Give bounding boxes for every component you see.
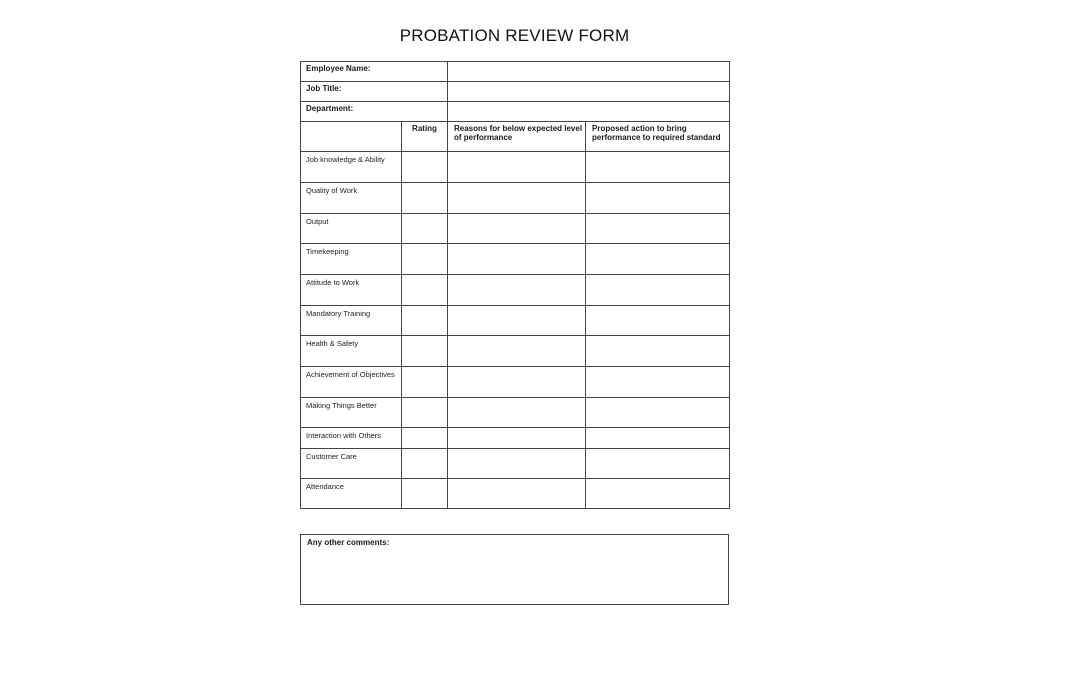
table-row xyxy=(301,152,730,183)
table-row xyxy=(301,275,730,306)
rating-cell[interactable] xyxy=(402,275,448,306)
rating-cell[interactable] xyxy=(402,244,448,275)
action-cell[interactable] xyxy=(586,428,730,449)
action-cell[interactable] xyxy=(586,244,730,275)
rating-cell[interactable] xyxy=(402,367,448,398)
action-cell[interactable] xyxy=(586,152,730,183)
table-row xyxy=(301,183,730,214)
job-title-field[interactable] xyxy=(448,82,730,102)
form-title: PROBATION REVIEW FORM xyxy=(399,26,630,45)
criterion-label: Job knowledge & Ability xyxy=(301,152,402,183)
rating-cell[interactable] xyxy=(402,428,448,449)
criterion-label: Customer Care xyxy=(301,449,402,479)
reasons-cell[interactable] xyxy=(448,183,586,214)
rating-cell[interactable] xyxy=(402,152,448,183)
criterion-label: Making Things Better xyxy=(301,398,402,428)
criterion-label: Health & Safety xyxy=(301,336,402,367)
criterion-label: Quality of Work xyxy=(301,183,402,214)
action-header: Proposed action to bring performance to required standard xyxy=(586,122,730,152)
rating-cell[interactable] xyxy=(402,449,448,479)
employee-name-row xyxy=(301,62,730,82)
rating-cell[interactable] xyxy=(402,336,448,367)
table-row xyxy=(301,428,730,449)
action-cell[interactable] xyxy=(586,183,730,214)
table-row xyxy=(301,306,730,336)
reasons-cell[interactable] xyxy=(448,428,586,449)
criteria-header xyxy=(301,122,402,152)
department-row xyxy=(301,102,730,122)
action-cell[interactable] xyxy=(586,398,730,428)
action-cell[interactable] xyxy=(586,449,730,479)
criterion-label: Attendance xyxy=(301,479,402,509)
table-row xyxy=(301,479,730,509)
reasons-cell[interactable] xyxy=(448,244,586,275)
reasons-cell[interactable] xyxy=(448,275,586,306)
table-row xyxy=(301,244,730,275)
action-cell[interactable] xyxy=(586,214,730,244)
rating-header: Rating xyxy=(402,122,448,152)
review-table xyxy=(300,61,730,509)
employee-name-field[interactable] xyxy=(448,62,730,82)
criterion-label: Achievement of Objectives xyxy=(301,367,402,398)
job-title-row xyxy=(301,82,730,102)
criterion-label: Output xyxy=(301,214,402,244)
rating-cell[interactable] xyxy=(402,479,448,509)
reasons-cell[interactable] xyxy=(448,214,586,244)
rating-cell[interactable] xyxy=(402,183,448,214)
header-row xyxy=(301,122,730,152)
department-label: Department: xyxy=(301,102,448,122)
action-cell[interactable] xyxy=(586,336,730,367)
reasons-cell[interactable] xyxy=(448,306,586,336)
reasons-cell[interactable] xyxy=(448,479,586,509)
comments-box[interactable] xyxy=(300,534,729,605)
reasons-cell[interactable] xyxy=(448,367,586,398)
reasons-cell[interactable] xyxy=(448,449,586,479)
action-cell[interactable] xyxy=(586,367,730,398)
employee-name-label: Employee Name: xyxy=(301,62,448,82)
table-row xyxy=(301,336,730,367)
rating-cell[interactable] xyxy=(402,214,448,244)
action-cell[interactable] xyxy=(586,306,730,336)
table-row xyxy=(301,367,730,398)
rating-cell[interactable] xyxy=(402,398,448,428)
reasons-cell[interactable] xyxy=(448,398,586,428)
reasons-header: Reasons for below expected level of performance xyxy=(448,122,586,152)
rating-cell[interactable] xyxy=(402,306,448,336)
reasons-cell[interactable] xyxy=(448,336,586,367)
table-row xyxy=(301,398,730,428)
department-field[interactable] xyxy=(448,102,730,122)
table-row xyxy=(301,449,730,479)
criterion-label: Attitude to Work xyxy=(301,275,402,306)
table-row xyxy=(301,214,730,244)
criterion-label: Timekeeping xyxy=(301,244,402,275)
reasons-cell[interactable] xyxy=(448,152,586,183)
job-title-label: Job Title: xyxy=(301,82,448,102)
comments-label: Any other comments: xyxy=(307,538,390,547)
action-cell[interactable] xyxy=(586,275,730,306)
criterion-label: Interaction with Others xyxy=(301,428,402,449)
criterion-label: Mandatory Training xyxy=(301,306,402,336)
action-cell[interactable] xyxy=(586,479,730,509)
